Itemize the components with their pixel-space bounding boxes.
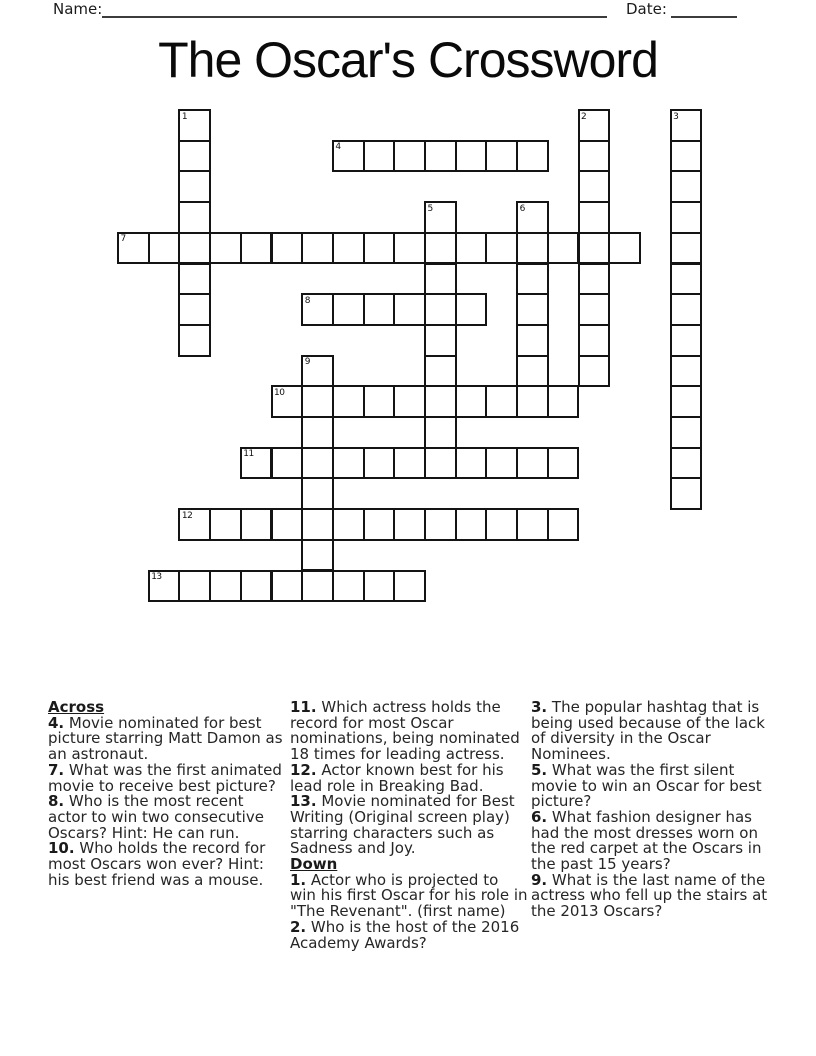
clue-column-3 <box>531 700 769 920</box>
grid-cell[interactable] <box>332 447 365 480</box>
grid-cell[interactable] <box>455 140 488 173</box>
cell-number: 8 <box>304 295 310 306</box>
grid-cell[interactable] <box>424 232 457 265</box>
grid-cell[interactable] <box>670 293 703 326</box>
grid-cell[interactable] <box>301 539 334 572</box>
grid-cell[interactable] <box>393 570 426 603</box>
clue-number: 7. <box>48 760 65 779</box>
grid-cell[interactable] <box>271 232 304 265</box>
cell-number: 10 <box>274 387 285 398</box>
clue-text: Which actress holds the record for most Oscar nominations, being nominated 18 times for leading actress. <box>290 698 520 764</box>
clue-down-5 <box>531 760 769 811</box>
grid-cell[interactable] <box>455 293 488 326</box>
grid-cell[interactable] <box>301 508 334 541</box>
cell-number: 9 <box>304 357 310 368</box>
grid-cell[interactable] <box>455 232 488 265</box>
grid-cell[interactable] <box>178 293 211 326</box>
clue-across-10 <box>48 841 286 888</box>
clue-number: 4. <box>48 713 65 732</box>
grid-cell[interactable] <box>178 201 211 234</box>
grid-cell[interactable] <box>178 324 211 357</box>
grid-cell[interactable] <box>424 416 457 449</box>
grid-cell[interactable] <box>301 477 334 510</box>
grid-cell[interactable] <box>363 385 396 418</box>
clue-number: 3. <box>531 698 548 716</box>
grid-cell[interactable] <box>547 508 580 541</box>
grid-cell[interactable] <box>240 447 273 480</box>
clue-text: Movie nominated for Best Writing (Original screen play) starring characters such as Sadness and Joy. <box>290 792 515 858</box>
grid-cell[interactable] <box>670 477 703 510</box>
grid-cell[interactable] <box>516 201 549 234</box>
grid-cell[interactable] <box>393 293 426 326</box>
cell-number: 5 <box>427 203 433 214</box>
grid-cell[interactable] <box>547 447 580 480</box>
cell-number: 1 <box>181 111 188 122</box>
clue-down-9 <box>531 870 769 921</box>
cell-number: 6 <box>519 203 525 214</box>
clue-number: 13. <box>290 792 317 811</box>
grid-cell[interactable] <box>578 324 611 357</box>
grid-cell[interactable] <box>240 570 273 603</box>
grid-cell[interactable] <box>578 140 611 173</box>
grid-cell[interactable] <box>332 385 365 418</box>
grid-cell[interactable] <box>455 508 488 541</box>
grid-cell[interactable] <box>670 263 703 296</box>
clue-number: 2. <box>290 917 307 936</box>
grid-cell[interactable] <box>516 355 549 388</box>
cell-number: 7 <box>120 234 126 245</box>
cell-number: 13 <box>151 572 162 582</box>
clue-number: 6. <box>531 807 548 826</box>
grid-cell[interactable] <box>670 232 703 265</box>
grid-cell[interactable] <box>301 447 334 480</box>
grid-cell[interactable] <box>670 109 703 142</box>
grid-cell[interactable] <box>393 447 426 480</box>
grid-cell[interactable] <box>578 201 611 234</box>
grid-cell[interactable] <box>670 201 703 234</box>
grid-cell[interactable] <box>424 324 457 357</box>
grid-cell[interactable] <box>209 508 242 541</box>
grid-cell[interactable] <box>424 293 457 326</box>
grid-cell[interactable] <box>578 109 611 142</box>
grid-cell[interactable] <box>485 447 518 480</box>
grid-cell[interactable] <box>363 293 396 326</box>
clue-across-8 <box>48 794 286 841</box>
clue-text: What was the first silent movie to win an Oscar for best picture? <box>531 760 762 811</box>
grid-cell[interactable] <box>670 416 703 449</box>
clue-down-3 <box>531 700 769 763</box>
grid-cell[interactable] <box>485 140 518 173</box>
clue-across-12 <box>290 760 528 795</box>
grid-cell[interactable] <box>424 447 457 480</box>
clue-number: 5. <box>531 760 548 779</box>
clue-text: What was the first animated movie to receive best picture? <box>48 760 282 795</box>
grid-cell[interactable] <box>393 385 426 418</box>
grid-cell[interactable] <box>670 324 703 357</box>
grid-cell[interactable] <box>424 385 457 418</box>
grid-cell[interactable] <box>363 140 396 173</box>
clue-text: Actor known best for his lead role in Breaking Bad. <box>290 760 504 795</box>
grid-cell[interactable] <box>332 570 365 603</box>
clue-number: 8. <box>48 792 65 811</box>
clue-text: Who holds the record for most Oscars won ever? Hint: his best friend was a mouse. <box>48 839 266 889</box>
grid-cell[interactable] <box>578 355 611 388</box>
grid-cell[interactable] <box>424 508 457 541</box>
grid-cell[interactable] <box>516 293 549 326</box>
grid-cell[interactable] <box>332 293 365 326</box>
grid-cell[interactable] <box>516 263 549 296</box>
grid-cell[interactable] <box>178 170 211 203</box>
grid-cell[interactable] <box>209 232 242 265</box>
grid-cell[interactable] <box>670 385 703 418</box>
clue-number: 9. <box>531 870 548 889</box>
clue-text: Actor who is projected to win his first Oscar for his role in "The Revenant". (first name) <box>290 870 528 921</box>
clue-across-4 <box>48 713 286 764</box>
grid-cell[interactable] <box>301 232 334 265</box>
grid-cell[interactable] <box>424 201 457 234</box>
cell-number: 2 <box>581 111 587 122</box>
grid-cell[interactable] <box>578 263 611 296</box>
grid-cell[interactable] <box>455 447 488 480</box>
grid-cell[interactable] <box>424 263 457 296</box>
grid-cell[interactable] <box>516 232 549 265</box>
date-label: Date: <box>626 0 667 18</box>
grid-cell[interactable] <box>363 447 396 480</box>
clue-text: Who is the host of the 2016 Academy Awards? <box>290 917 520 952</box>
cell-number: 11 <box>243 449 254 460</box>
grid-cell[interactable] <box>670 170 703 203</box>
clue-number: 12. <box>290 760 317 779</box>
grid-cell[interactable] <box>240 232 273 265</box>
grid-cell[interactable] <box>178 140 211 173</box>
grid-cell[interactable] <box>301 293 334 326</box>
grid-cell[interactable] <box>578 232 611 265</box>
grid-cell[interactable] <box>516 385 549 418</box>
across-heading: Across <box>48 698 105 716</box>
grid-cell[interactable] <box>178 109 211 142</box>
name-label: Name: <box>53 0 103 18</box>
clue-across-13 <box>290 794 528 857</box>
grid-cell[interactable] <box>608 232 641 265</box>
grid-cell[interactable] <box>578 293 611 326</box>
grid-cell[interactable] <box>363 570 396 603</box>
clue-number: 10. <box>48 839 75 858</box>
cell-number: 4 <box>335 142 341 153</box>
grid-cell[interactable] <box>209 570 242 603</box>
grid-cell[interactable] <box>178 570 211 603</box>
grid-cell[interactable] <box>485 508 518 541</box>
grid-cell[interactable] <box>516 447 549 480</box>
down-heading: Down <box>290 855 338 874</box>
grid-cell[interactable] <box>485 232 518 265</box>
grid-cell[interactable] <box>332 508 365 541</box>
clue-text: Movie nominated for best picture starring Matt Damon as an astronaut. <box>48 713 283 764</box>
grid-cell[interactable] <box>670 140 703 173</box>
grid-cell[interactable] <box>301 355 334 388</box>
page-title: The Oscar's Crossword <box>158 32 658 88</box>
clue-down-6 <box>531 807 769 874</box>
clue-text: What fashion designer has had the most dresses worn on the red carpet at the Oscars in the past 15 years? <box>531 807 762 874</box>
grid-cell[interactable] <box>393 140 426 173</box>
clue-text: What is the last name of the actress who fell up the stairs at the 2013 Oscars? <box>531 870 768 921</box>
grid-cell[interactable] <box>271 447 304 480</box>
grid-cell[interactable] <box>578 170 611 203</box>
grid-cell[interactable] <box>301 385 334 418</box>
grid-cell[interactable] <box>301 416 334 449</box>
grid-cell[interactable] <box>332 140 365 173</box>
grid-cell[interactable] <box>516 508 549 541</box>
grid-cell[interactable] <box>424 355 457 388</box>
cell-number: 3 <box>673 111 679 122</box>
grid-cell[interactable] <box>363 508 396 541</box>
grid-cell[interactable] <box>547 385 580 418</box>
grid-cell[interactable] <box>485 385 518 418</box>
grid-cell[interactable] <box>363 232 396 265</box>
name-blank-line <box>102 1 607 18</box>
grid-cell[interactable] <box>271 570 304 603</box>
clue-across-11 <box>290 700 528 763</box>
grid-cell[interactable] <box>240 508 273 541</box>
clue-number: 1. <box>290 870 307 889</box>
grid-cell[interactable] <box>148 232 181 265</box>
grid-cell[interactable] <box>424 140 457 173</box>
grid-cell[interactable] <box>516 324 549 357</box>
clue-column-1 <box>48 700 286 888</box>
grid-cell[interactable] <box>301 570 334 603</box>
grid-cell[interactable] <box>332 232 365 265</box>
grid-cell[interactable] <box>178 263 211 296</box>
grid-cell[interactable] <box>393 232 426 265</box>
clue-text: The popular hashtag that is being used because of the lack of diversity in the Oscar Nominees. <box>531 698 765 764</box>
grid-cell[interactable] <box>670 355 703 388</box>
cell-number: 12 <box>181 510 193 521</box>
grid-cell[interactable] <box>455 385 488 418</box>
clue-text: Who is the most recent actor to win two consecutive Oscars? Hint: He can run. <box>48 792 264 842</box>
grid-cell[interactable] <box>178 232 211 265</box>
clue-number: 11. <box>290 698 317 716</box>
grid-cell[interactable] <box>178 508 211 541</box>
grid-cell[interactable] <box>547 232 580 265</box>
grid-cell[interactable] <box>117 232 150 265</box>
grid-cell[interactable] <box>393 508 426 541</box>
date-blank-line <box>671 1 737 18</box>
grid-cell[interactable] <box>148 570 181 603</box>
grid-cell[interactable] <box>670 447 703 480</box>
grid-cell[interactable] <box>271 508 304 541</box>
grid-cell[interactable] <box>516 140 549 173</box>
grid-cell[interactable] <box>271 385 304 418</box>
clue-down-1 <box>290 870 528 921</box>
clue-down-2 <box>290 917 528 952</box>
clue-across-7 <box>48 760 286 795</box>
clue-column-2 <box>290 700 528 951</box>
